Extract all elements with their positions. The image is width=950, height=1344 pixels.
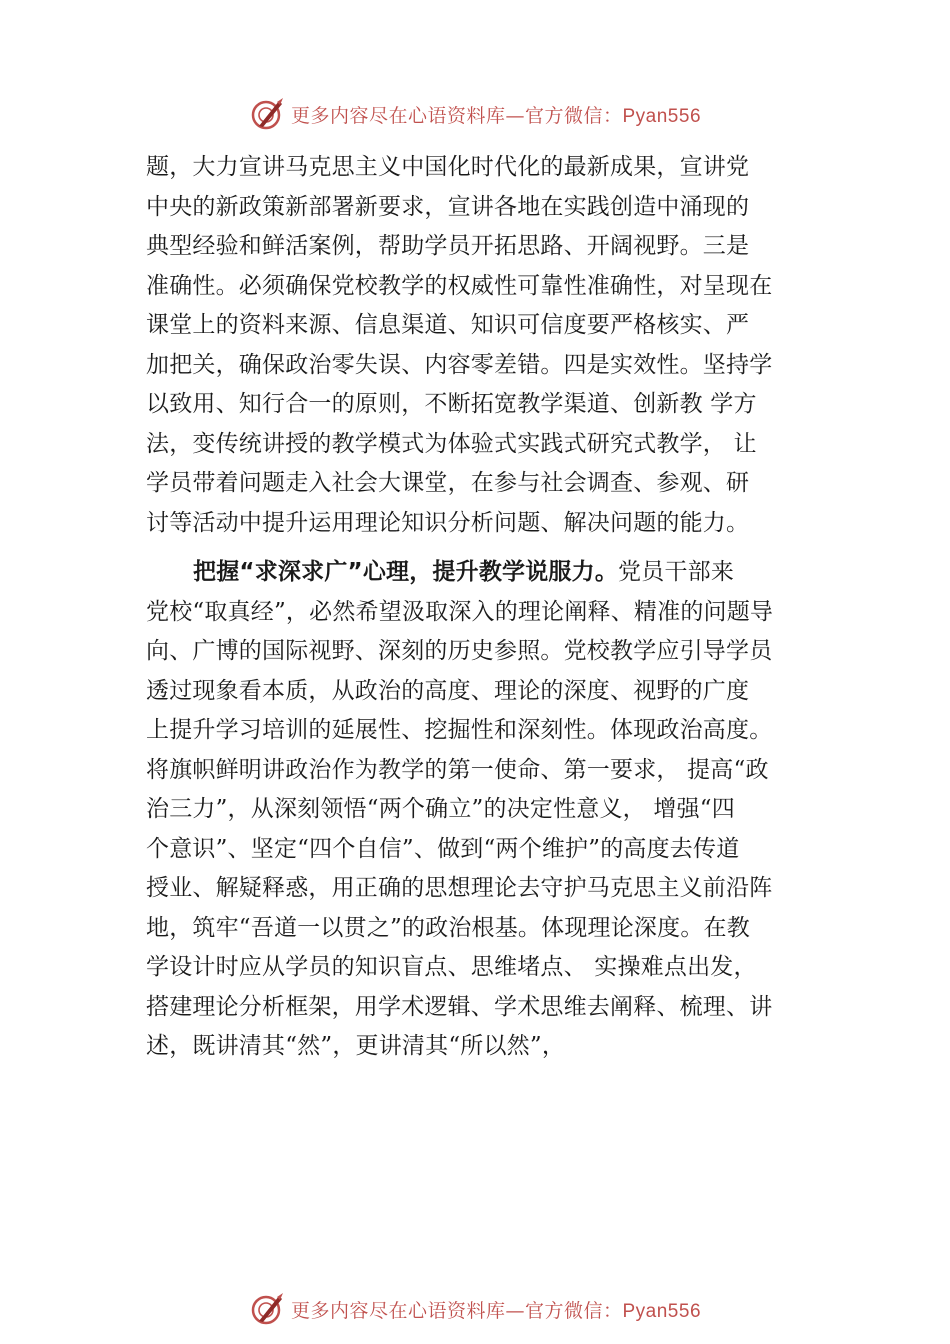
text-line: 治三力”，从深刻领悟“两个确立”的决定性意义， 增强“四: [146, 796, 735, 822]
bold-lead-sentence: 把握“求深求广”心理，提升教学说服力。: [193, 559, 619, 585]
footer-watermark-banner: [0, 1289, 950, 1329]
first-line-rest: 党员干部来: [618, 559, 735, 585]
quill-logo-icon: [249, 1291, 285, 1327]
footer-watermark-text: 更多内容尽在心语资料库—官方微信：Pyan556: [290, 1299, 702, 1322]
paragraph-2-first-line: [146, 553, 836, 593]
text-line: 以致用、知行合一的原则，不断拓宽教学渠道、创新教 学方: [146, 391, 757, 417]
text-line: 地，筑牢“吾道一以贯之”的政治根基。体现理论深度。在教: [146, 914, 750, 941]
text-line: 准确性。必须确保党校教学的权威性可靠性准确性，对呈现在: [146, 272, 773, 299]
text-line: 中央的新政策新部署新要求，宣讲各地在实践创造中涌现的: [146, 193, 750, 220]
text-line: 个意识”、坚定“四个自信”、做到“两个维护”的高度去传道: [146, 835, 740, 862]
text-line: 讨等活动中提升运用理论知识分析问题、解决问题的能力。: [146, 509, 750, 536]
text-line: 向、广博的国际视野、深刻的历史参照。党校教学应引导学员: [146, 638, 773, 664]
document-body: [146, 148, 836, 1067]
quill-logo-icon: [249, 96, 285, 132]
text-line: 学设计时应从学员的知识盲点、思维堵点、 实操难点出发，: [146, 954, 757, 980]
text-line: 学员带着问题走入社会大课堂，在参与社会调查、参观、研: [146, 470, 750, 496]
paragraph-spacer: [146, 543, 836, 553]
header-watermark-text: 更多内容尽在心语资料库—官方微信：Pyan556: [290, 104, 702, 127]
text-line: 上提升学习培训的延展性、挖掘性和深刻性。体现政治高度。: [146, 717, 773, 743]
text-line: 授业、解疑释惑，用正确的思想理论去守护马克思主义前沿阵: [146, 875, 773, 901]
text-line: 课堂上的资料来源、信息渠道、知识可信度要严格核实、严: [146, 312, 750, 338]
text-line: 述，既讲清其“然”，更讲清其“所以然”，: [146, 1033, 566, 1059]
text-line: 典型经验和鲜活案例，帮助学员开拓思路、开阔视野。三是: [146, 233, 750, 259]
text-line: 法，变传统讲授的教学模式为体验式实践式研究式教学， 让: [146, 430, 757, 457]
text-line: 党校“取真经”，必然希望汲取深入的理论阐释、精准的问题导: [146, 598, 774, 625]
text-line: 题，大力宣讲马克思主义中国化时代化的最新成果，宣讲党: [146, 154, 750, 180]
text-line: 将旗帜鲜明讲政治作为教学的第一使命、第一要求， 提高“政: [146, 756, 769, 783]
paragraph-2: [146, 553, 836, 1067]
paragraph-1: [146, 148, 836, 543]
text-line: 透过现象看本质，从政治的高度、理论的深度、视野的广度: [146, 677, 750, 704]
header-watermark-banner: [0, 94, 950, 134]
text-line: 加把关，确保政治零失误、内容零差错。四是实效性。坚持学: [146, 351, 773, 378]
text-line: 搭建理论分析框架，用学术逻辑、学术思维去阐释、梳理、讲: [146, 993, 773, 1020]
